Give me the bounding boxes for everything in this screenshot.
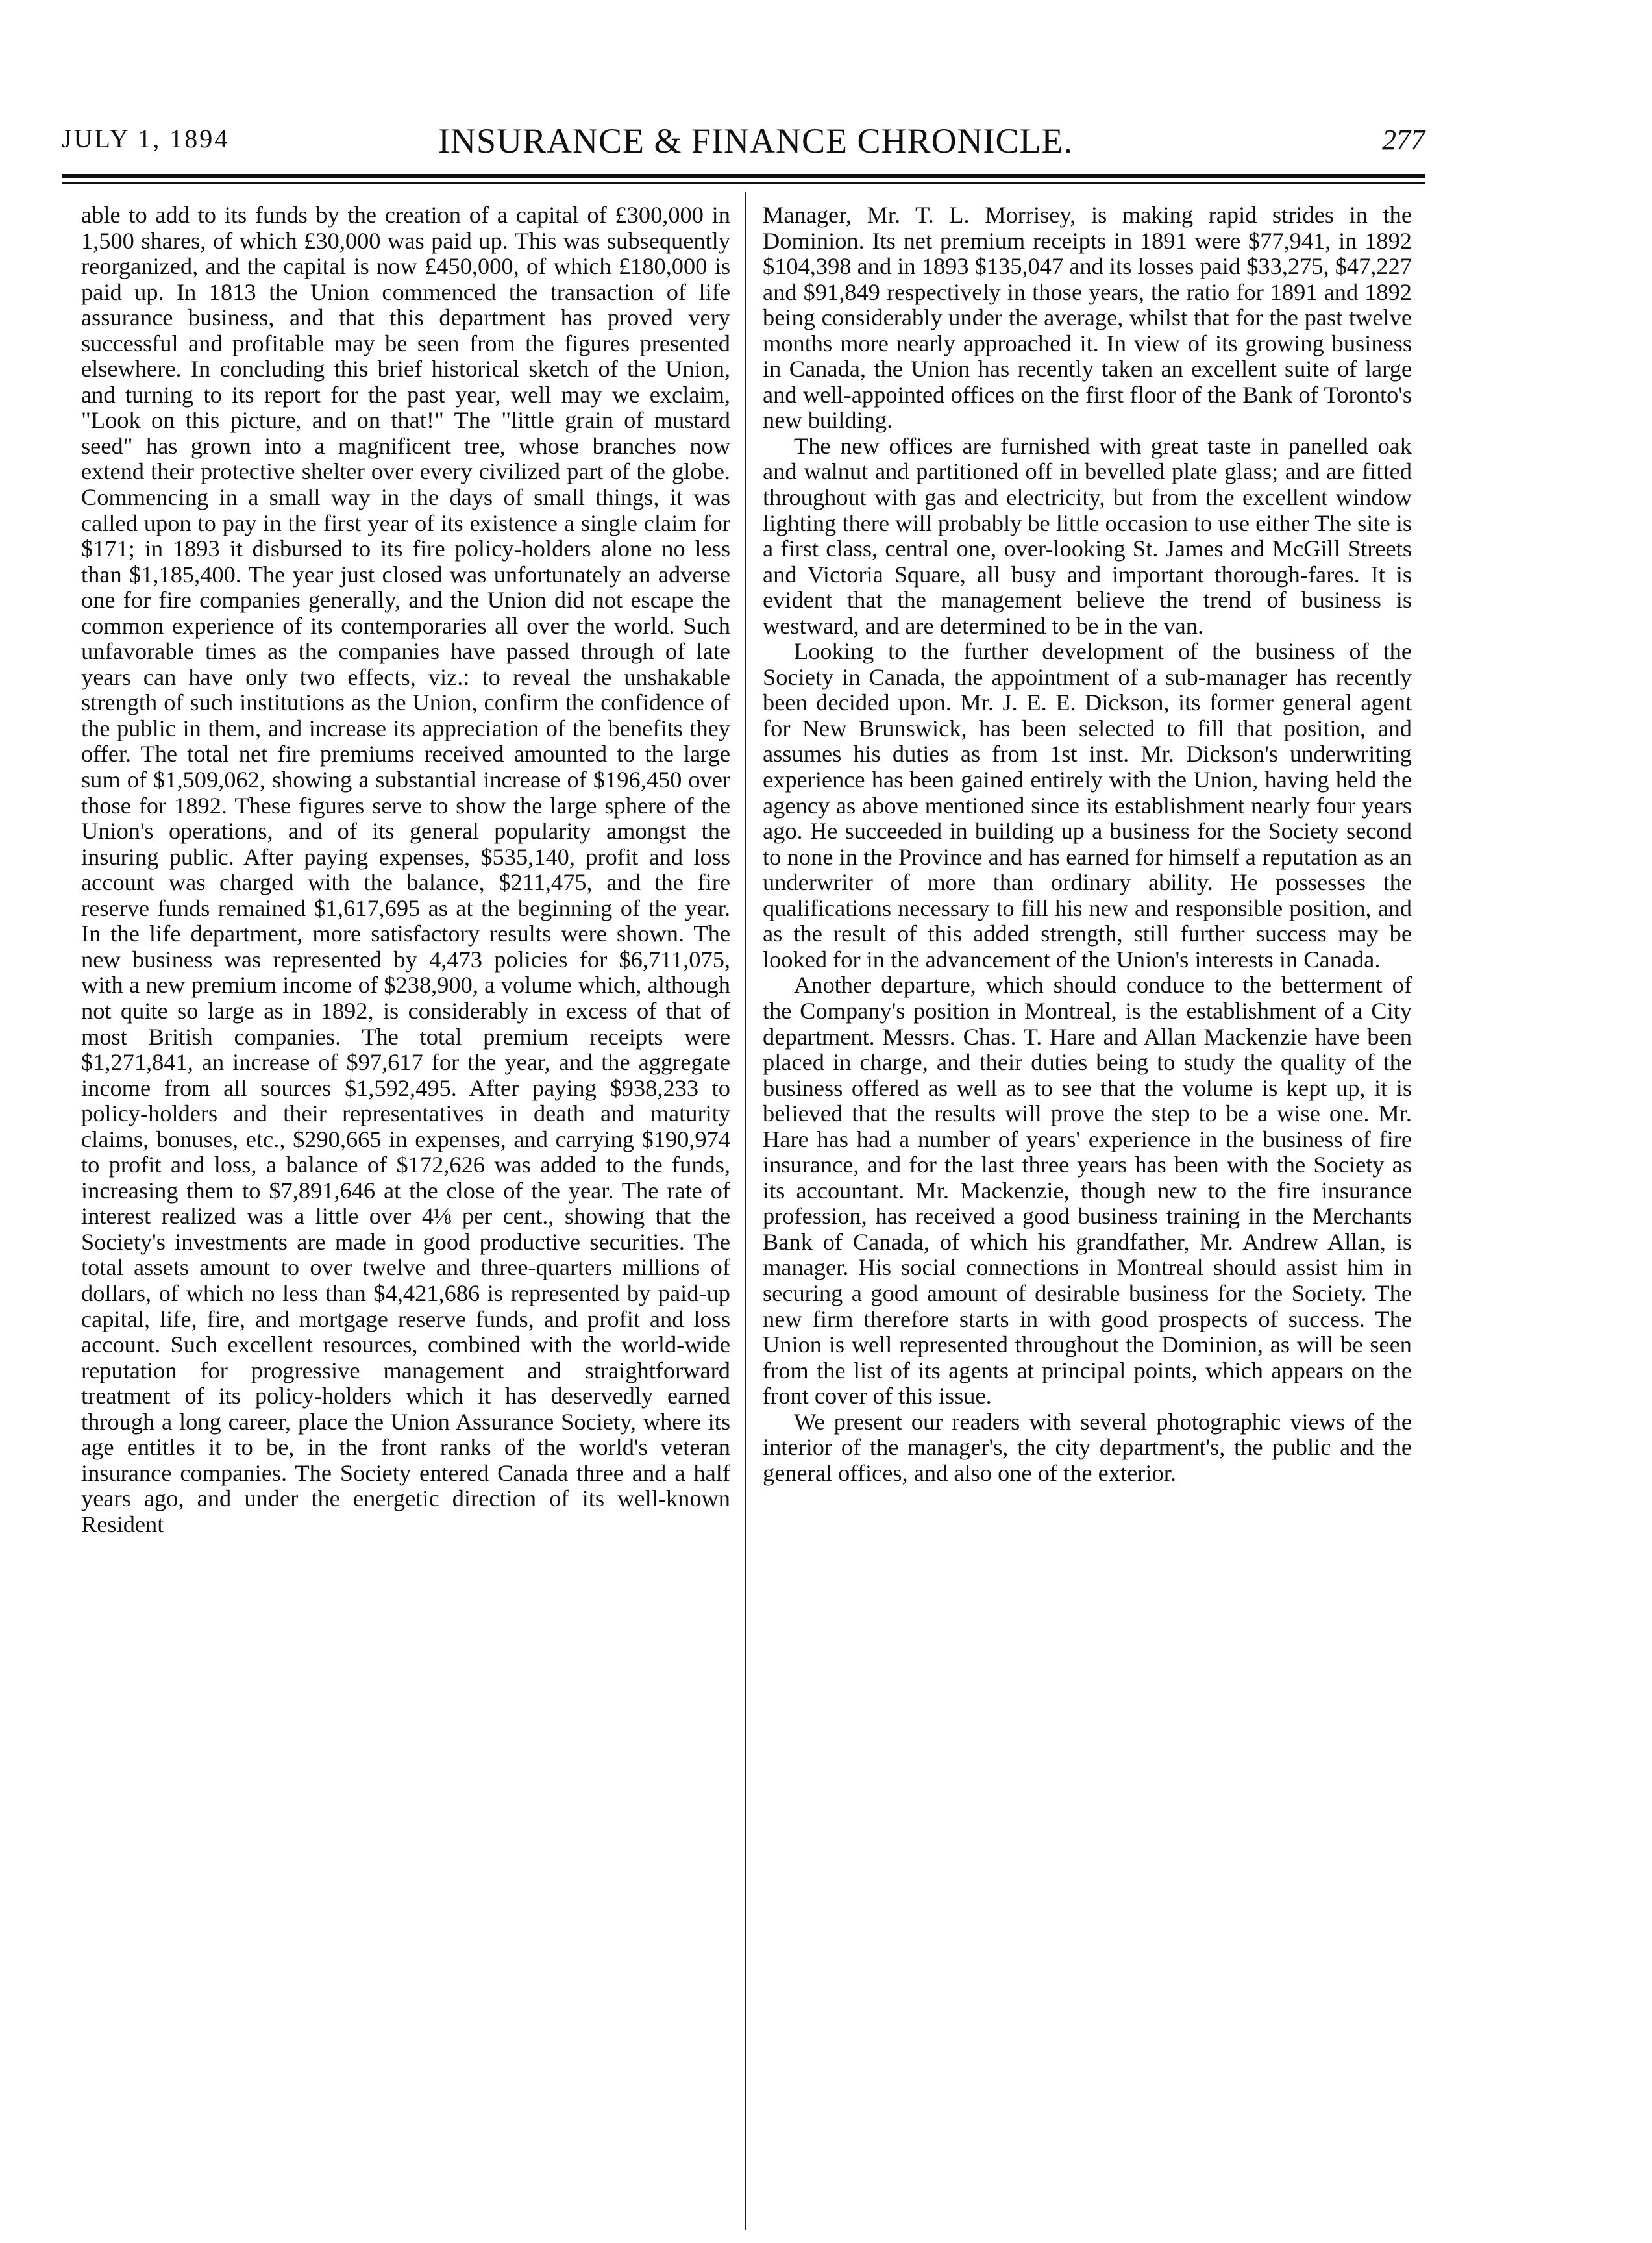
header-rule-thick	[62, 174, 1425, 178]
paragraph: Another departure, which should conduce to the betterment of the Company's position in Montreal, is the establishment of a City department. Messrs. Chas. T. Hare and Allan Mackenzie have been placed in charge, and their duties being to study the quality of the business offered as well as to see that the volume is kept up, it is believed that the results will prove the step to be a wise one. Mr. Hare has had a number of years' experience in the business of fire insurance, and for the last three years has been with the Society as its accountant. Mr. Mackenzie, though new to the fire insurance profession, has received a good business training in the Merchants Bank of Canada, of which his grandfather, Mr. Andrew Allan, is manager. His social connections in Montreal should assist him in securing a good amount of desirable business for the Society. The new firm therefore starts in with good prospects of success. The Union is well represented throughout the Dominion, as will be seen from the list of its agents at principal points, which appears on the front cover of this issue.	[763, 972, 1412, 1409]
header-rule-thin	[62, 182, 1425, 184]
paragraph: able to add to its funds by the creation of a capital of £300,000 in 1,500 shares, of which £30,000 was paid up. This was subsequently reorganized, and the capital is now £450,000, of which £180,000 is paid up. In 1813 the Union commenced the transaction of life assurance business, and that this department has proved very successful and profitable may be seen from the figures presented elsewhere. In concluding this brief historical sketch of the Union, and turning to its report for the past year, well may we exclaim, "Look on this picture, and on that!" The "little grain of mustard seed" has grown into a magnificent tree, whose branches now extend their protective shelter over every civilized part of the globe. Commencing in a small way in the days of small things, it was called upon to pay in the first year of its existence a single claim for $171; in 1893 it disbursed to its fire policy-holders alone no less than $1,185,400. The year just closed was unfortunately an adverse one for fire companies generally, and the Union did not escape the common experience of its contemporaries all over the world. Such unfavorable times as the companies have passed through of late years can have only two effects, viz.: to reveal the unshakable strength of such institutions as the Union, confirm the confidence of the public in them, and increase its appreciation of the benefits they offer. The total net fire premiums received amounted to the large sum of $1,509,062, showing a substantial increase of $196,450 over those for 1892. These figures serve to show the large sphere of the Union's operations, and of its general popularity amongst the insuring public. After paying expenses, $535,140, profit and loss account was charged with the balance, $211,475, and the fire reserve funds remained $1,617,695 as at the beginning of the year. In the life department, more satisfactory results were shown. The new business was represented by 4,473 policies for $6,711,075, with a new premium income of $238,900, a volume which, although not quite so large as in 1892, is considerably in excess of that of most British companies. The total premium receipts were $1,271,841, an increase of $97,617 for the year, and the aggregate income from all sources $1,592,495. After paying $938,233 to policy-holders and their representatives in death and maturity claims, bonuses, etc., $290,665 in expenses, and carrying $190,974 to profit and loss, a balance of $172,626 was added to the funds, increasing them to $7,891,646 at the close of the year. The rate of interest realized was a little over 4⅛ per cent., showing that the Society's investments are made in good productive securities. The total assets amount to over twelve and three-quarters millions of dollars, of which no less than $4,421,686 is represented by paid-up capital, life, fire, and mortgage reserve funds, and profit and loss account. Such excellent resources, combined with the world-wide reputation for progressive management and straightforward treatment of its policy-holders which it has deservedly earned through a long career, place the Union Assurance Society, where its age entitles it to be, in the front ranks of the world's veteran insurance companies. The Society entered Canada three and a half years ago, and under the energetic direction of its well-known Resident	[81, 202, 730, 1537]
publication-title: INSURANCE & FINANCE CHRONICLE.	[438, 121, 1074, 160]
paragraph: We present our readers with several photographic views of the interior of the manager's, the city department's, the public and the general offices, and also one of the exterior.	[763, 1408, 1412, 1486]
column-divider	[745, 192, 746, 2230]
paragraph: Manager, Mr. T. L. Morrisey, is making rapid strides in the Dominion. Its net premium receipts in 1891 were $77,941, in 1892 $104,398 and in 1893 $135,047 and its losses paid $33,275, $47,227 and $91,849 respectively in those years, the ratio for 1891 and 1892 being considerably under the average, whilst that for the past twelve months more nearly approached it. In view of its growing business in Canada, the Union has recently taken an excellent suite of large and well-appointed offices on the first floor of the Bank of Toronto's new building.	[763, 202, 1412, 434]
issue-date: JULY 1, 1894	[62, 124, 230, 153]
right-column	[763, 203, 1412, 1486]
paragraph: The new offices are furnished with great taste in panelled oak and walnut and partitioned off in bevelled plate glass; and are fitted throughout with gas and electricity, but from the excellent window lighting there will probably be little occasion to use either The site is a first class, central one, over-looking St. James and McGill Streets and Victoria Square, all busy and important thorough-fares. It is evident that the management believe the trend of business is westward, and are determined to be in the van.	[763, 432, 1412, 639]
left-column	[81, 203, 730, 1537]
page-header	[62, 123, 1425, 175]
paragraph: Looking to the further development of the business of the Society in Canada, the appointment of a sub-manager has recently been decided upon. Mr. J. E. E. Dickson, its former general agent for New Brunswick, has been selected to fill that position, and assumes his duties as from 1st inst. Mr. Dickson's underwriting experience has been gained entirely with the Union, having held the agency as above mentioned since its establishment nearly four years ago. He succeeded in building up a business for the Society second to none in the Province and has earned for himself a reputation as an underwriter of more than ordinary ability. He possesses the qualifications necessary to fill his new and responsible position, and as the result of this added strength, still further success may be looked for in the advancement of the Union's interests in Canada.	[763, 638, 1412, 973]
page-number: 277	[1382, 124, 1425, 156]
